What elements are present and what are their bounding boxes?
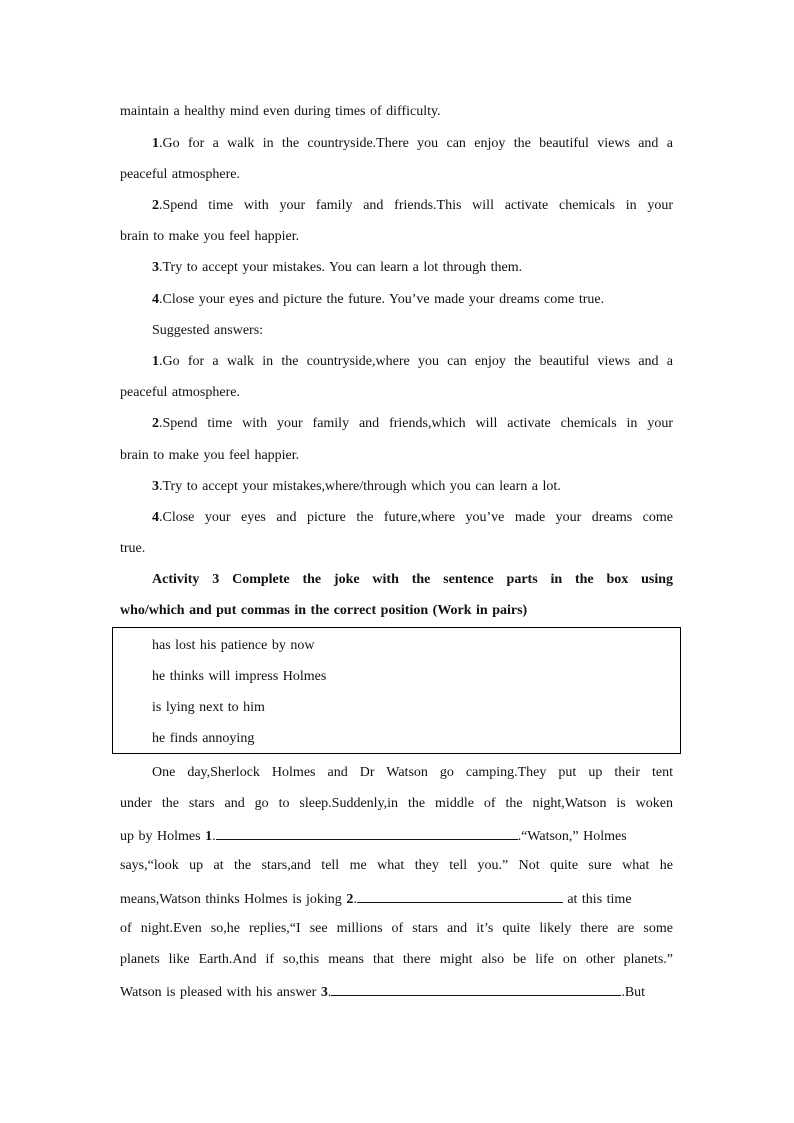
- activity-title-cont: [120, 601, 673, 621]
- blank-number: 3: [320, 985, 328, 1000]
- suggested-answer-3: [152, 477, 673, 497]
- box-item: has lost his patience by now: [152, 638, 315, 653]
- item-number: 4: [152, 292, 159, 307]
- sentence-text: .Spend time with your family and friends,which will activate chemicals in your: [159, 416, 673, 431]
- story-line: Watson is pleased with his answer 3. .But: [120, 981, 673, 1001]
- suggested-answer-4: [152, 508, 673, 528]
- item-number: 1: [152, 354, 159, 369]
- story-line: One day,Sherlock Holmes and Dr Watson go camping.They put up their tent: [152, 765, 673, 780]
- story-text: .“Watson,” Holmes: [517, 829, 627, 844]
- item-number: 3: [152, 260, 159, 275]
- story-line: says,“look up at the stars,and tell me what they tell you.” Not quite sure what he: [120, 858, 673, 873]
- suggested-answer-1: [152, 352, 673, 372]
- original-sentence-3: [152, 258, 673, 278]
- item-number: 4: [152, 510, 159, 525]
- story-line: under the stars and go to sleep.Suddenly,in the middle of the night,Watson is woken: [120, 796, 673, 811]
- original-sentence-2: [152, 196, 673, 216]
- blank-number: 1: [205, 829, 213, 844]
- story-line: means,Watson thinks Holmes is joking 2. at this time: [120, 888, 673, 908]
- sentence-text: .Spend time with your family and friends.This will activate chemicals in your: [159, 198, 673, 213]
- answer-blank-1[interactable]: [216, 825, 518, 840]
- answer-blank-2[interactable]: [357, 888, 563, 903]
- story-line: up by Holmes 1. .“Watson,” Holmes: [120, 825, 673, 845]
- blank-number: 2: [346, 892, 354, 907]
- story-line: planets like Earth.And if so,this means that there might also be life on other planets.”: [120, 952, 673, 967]
- box-item: is lying next to him: [152, 700, 265, 715]
- activity-instruction: who/which and put commas in the correct position: [120, 603, 429, 618]
- suggested-answer-1-cont: peaceful atmosphere.: [120, 385, 240, 400]
- suggested-heading: Suggested answers:: [152, 323, 264, 338]
- activity-title: Activity 3 Complete the joke with the sentence parts in the box using: [152, 572, 673, 587]
- sentence-text: .Go for a walk in the countryside.There you can enjoy the beautiful views and a: [159, 136, 673, 151]
- original-sentence-1: [152, 134, 673, 154]
- sentence-text: .Close your eyes and picture the future. You’ve made your dreams come true.: [159, 292, 605, 307]
- story-text: at this time: [562, 892, 632, 907]
- story-text: Watson is pleased with his answer: [120, 985, 321, 1000]
- box-item: he finds annoying: [152, 731, 255, 746]
- sentence-text: .Close your eyes and picture the future,where you’ve made your dreams come: [159, 510, 673, 525]
- original-sentence-4: [152, 290, 673, 310]
- sentence-text: .Try to accept your mistakes,where/through which you can learn a lot.: [159, 479, 561, 494]
- sentence-text: .Go for a walk in the countryside,where you can enjoy the beautiful views and a: [159, 354, 673, 369]
- story-text: means,Watson thinks Holmes is joking: [120, 892, 347, 907]
- story-text: .But: [621, 985, 646, 1000]
- activity-mode: (Work in pairs): [428, 603, 528, 618]
- story-text: up by Holmes: [120, 829, 206, 844]
- original-sentence-2-cont: brain to make you feel happier.: [120, 229, 300, 244]
- story-line: of night.Even so,he replies,“I see millions of stars and it’s quite likely there are some: [120, 921, 673, 936]
- suggested-answer-2-cont: brain to make you feel happier.: [120, 448, 300, 463]
- item-number: 1: [152, 136, 159, 151]
- item-number: 2: [152, 416, 159, 431]
- answer-blank-3[interactable]: [331, 981, 621, 996]
- intro-tail: maintain a healthy mind even during times of difficulty.: [120, 104, 441, 119]
- suggested-answer-4-cont: true.: [120, 541, 146, 556]
- suggested-answer-2: [152, 414, 673, 434]
- original-sentence-1-cont: peaceful atmosphere.: [120, 167, 240, 182]
- item-number: 3: [152, 479, 159, 494]
- item-number: 2: [152, 198, 159, 213]
- sentence-parts-box: [112, 627, 681, 754]
- box-item: he thinks will impress Holmes: [152, 669, 327, 684]
- sentence-text: .Try to accept your mistakes. You can learn a lot through them.: [159, 260, 523, 275]
